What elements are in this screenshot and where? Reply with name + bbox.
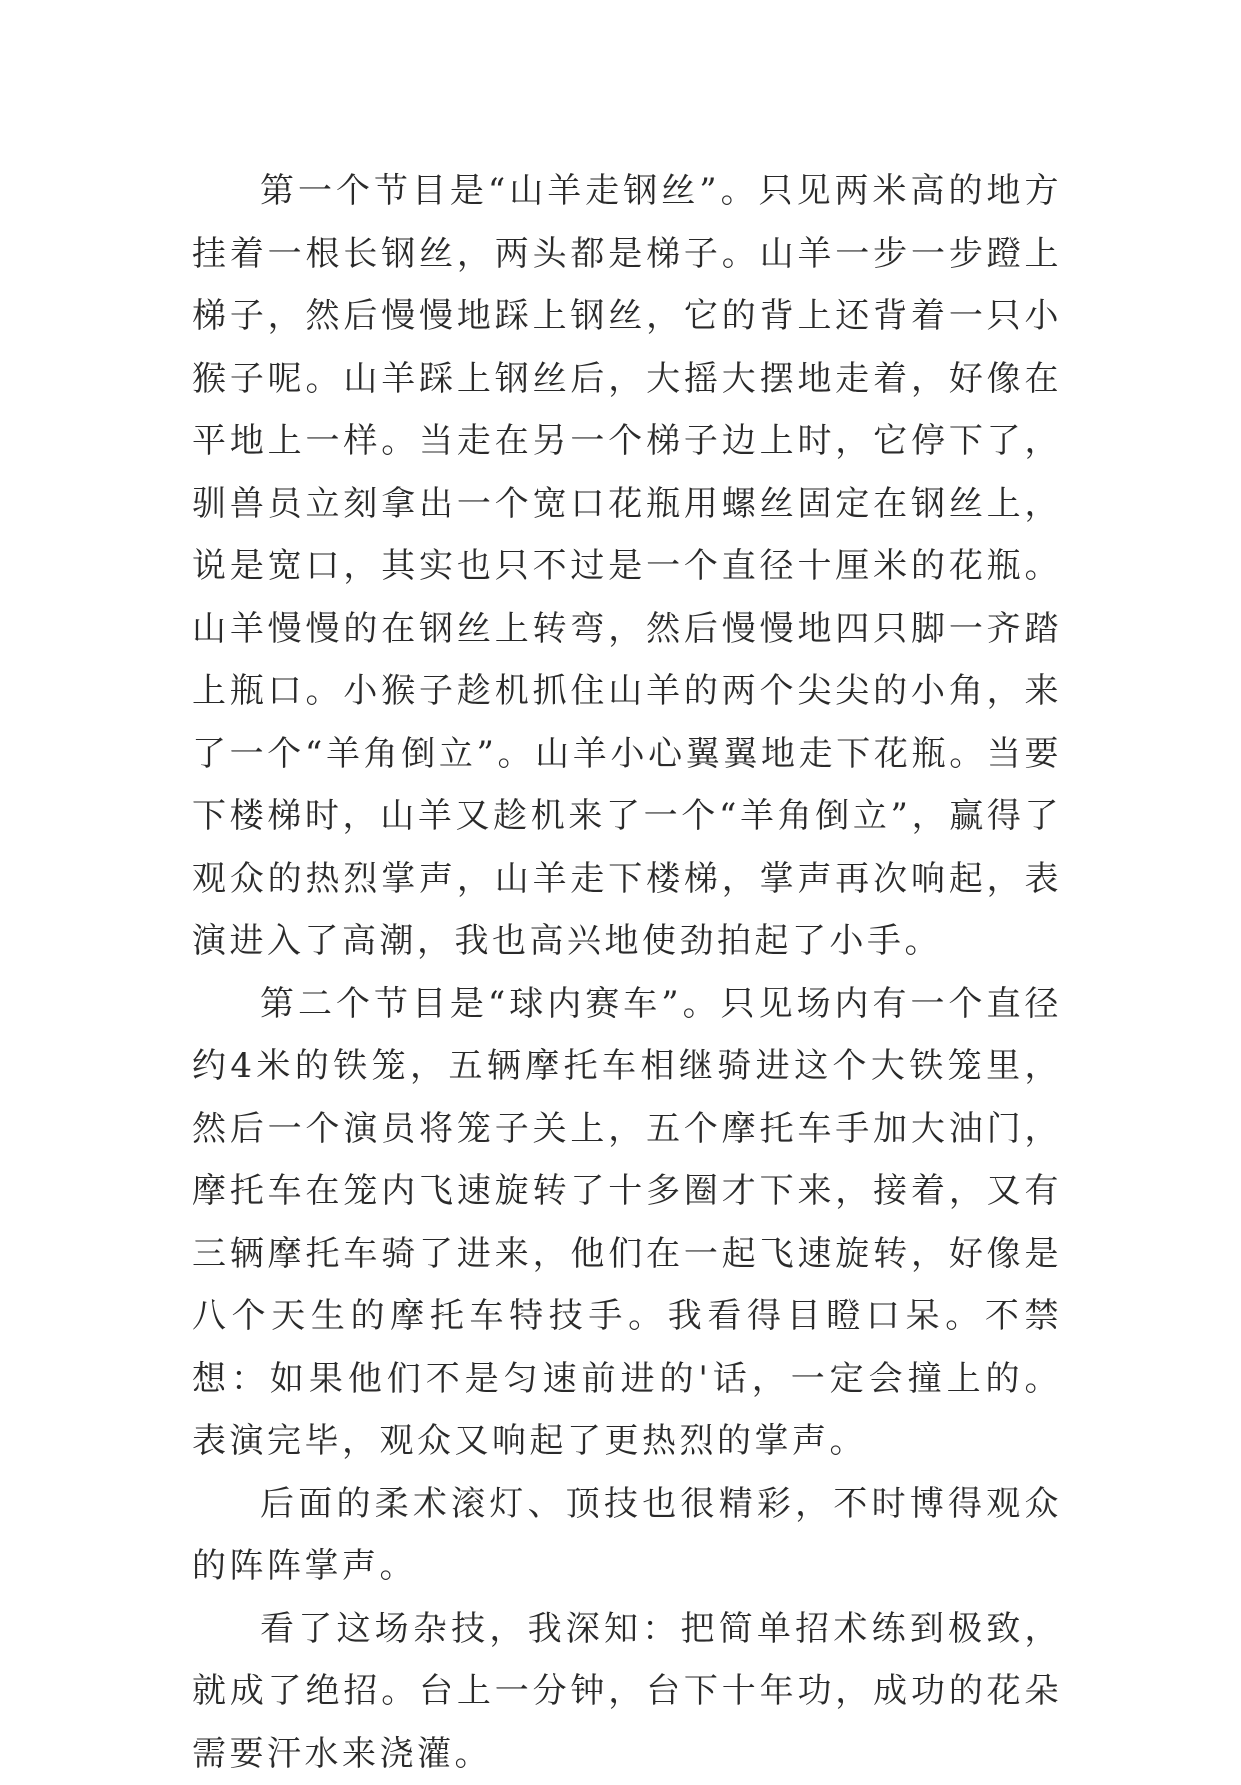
paragraph-other-acts: 后面的柔术滚灯、顶技也很精彩，不时博得观众的阵阵掌声。: [192, 1473, 1062, 1598]
paragraph-conclusion: 看了这场杂技，我深知：把简单招术练到极致，就成了绝招。台上一分钟，台下十年功，成功的花朵需要汗水来浇灌。: [192, 1598, 1062, 1785]
paragraph-motorcycle-cage: 第二个节目是“球内赛车”。只见场内有一个直径约4米的铁笼，五辆摩托车相继骑进这个大铁笼里，然后一个演员将笼子关上，五个摩托车手加大油门，摩托车在笼内飞速旋转了十多圈才下来，接着，又有三辆摩托车骑了进来，他们在一起飞速旋转，好像是八个天生的摩托车特技手。我看得目瞪口呆。不禁想：如果他们不是匀速前进的'话，一定会撞上的。表演完毕，观众又响起了更热烈的掌声。: [192, 973, 1062, 1473]
paragraph-goat-tightrope: 第一个节目是“山羊走钢丝”。只见两米高的地方挂着一根长钢丝，两头都是梯子。山羊一步一步蹬上梯子，然后慢慢地踩上钢丝，它的背上还背着一只小猴子呢。山羊踩上钢丝后，大摇大摆地走着，好像在平地上一样。当走在另一个梯子边上时，它停下了，驯兽员立刻拿出一个宽口花瓶用螺丝固定在钢丝上，说是宽口，其实也只不过是一个直径十厘米的花瓶。山羊慢慢的在钢丝上转弯，然后慢慢地四只脚一齐踏上瓶口。小猴子趁机抓住山羊的两个尖尖的小角，来了一个“羊角倒立”。山羊小心翼翼地走下花瓶。当要下楼梯时，山羊又趁机来了一个“羊角倒立”，赢得了观众的热烈掌声，山羊走下楼梯，掌声再次响起，表演进入了高潮，我也高兴地使劲拍起了小手。: [192, 160, 1062, 973]
document-body: [192, 160, 1062, 1785]
